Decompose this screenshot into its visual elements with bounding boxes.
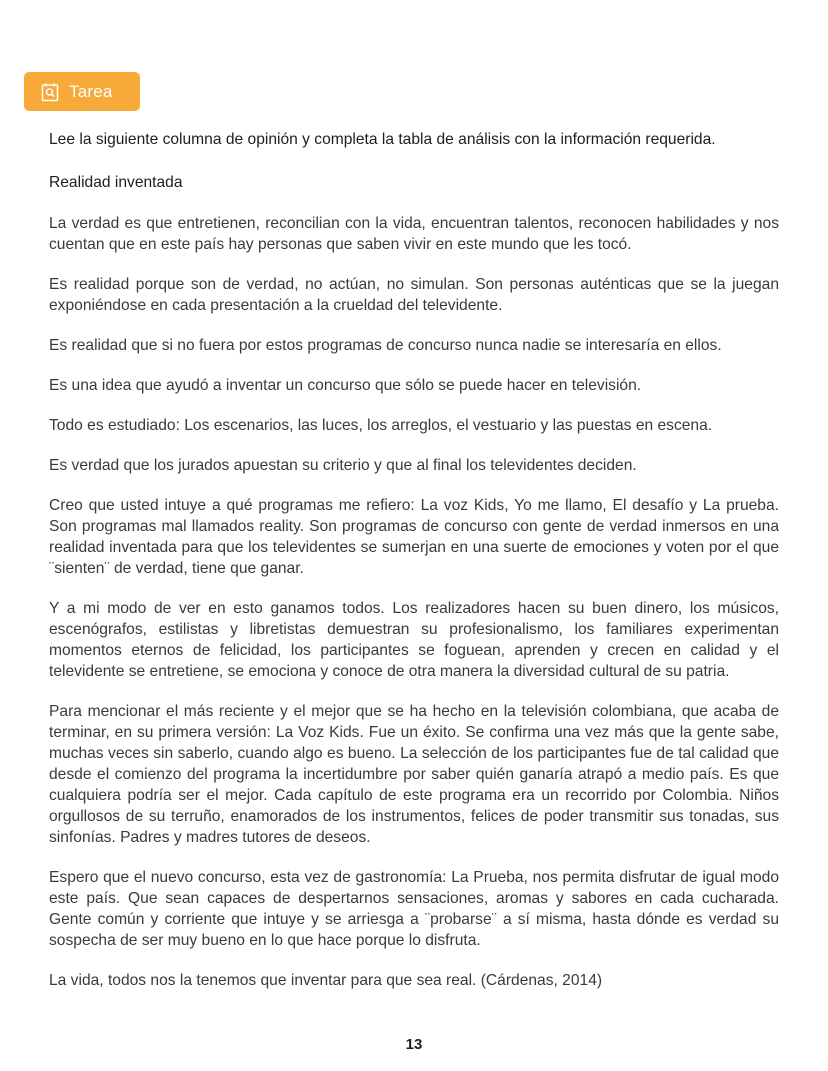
paragraph: La vida, todos nos la tenemos que inventar para que sea real. (Cárdenas, 2014) — [49, 972, 603, 989]
paragraph: Es verdad que los jurados apuestan su criterio y que al final los televidentes deciden. — [49, 457, 637, 474]
paragraph: La verdad es que entretienen, reconcilian con la vida, encuentran talentos, reconocen habilidades y nos cuentan que en este país hay personas que saben vivir en este mundo que les tocó. — [49, 215, 779, 253]
tarea-badge — [24, 72, 140, 111]
paragraph: Para mencionar el más reciente y el mejor que se ha hecho en la televisión colombiana, que acaba de terminar, en su primera versión: La Voz Kids. Fue un éxito. Se confirma una vez más que la gente sabe, muchas veces sin saberlo, cuando algo es bueno. La selección de los participantes fue de tal calidad que desde el comienzo del programa la incertidumbre por saber quién ganaría atrapó a medio país. Es que cualquiera podría ser el mejor. Cada capítulo de este programa era un recorrido por Colombia. Niños orgullosos de su terruño, enamorados de los instrumentos, felices de poder transmitir sus tonadas, sus sinfonías. Padres y madres tutores de deseos. — [49, 703, 779, 846]
search-document-icon — [40, 82, 60, 102]
paragraph: Es una idea que ayudó a inventar un concurso que sólo se puede hacer en televisión. — [49, 377, 642, 394]
paragraph: Espero que el nuevo concurso, esta vez de gastronomía: La Prueba, nos permita disfrutar de igual modo este país. Que sean capaces de despertarnos sensaciones, aromas y sabores en cada cucharada. Gente común y corriente que intuye y se arriesga a ¨probarse¨ a sí misma, hasta dónde es verdad su sospecha de ser muy bueno en lo que hace porque lo disfruta. — [49, 869, 779, 949]
paragraph: Creo que usted intuye a qué programas me refiero: La voz Kids, Yo me llamo, El desafío y La prueba. Son programas mal llamados reality. Son programas de concurso con gente de verdad inmersos en una realidad inventada para que los televidentes se sumerjan en una suerte de emociones y voten por el que ¨sienten¨ de verdad, tiene que ganar. — [49, 497, 779, 577]
paragraph: Todo es estudiado: Los escenarios, las luces, los arreglos, el vestuario y las puestas en escena. — [49, 417, 713, 434]
paragraph: Es realidad que si no fuera por estos programas de concurso nunca nadie se interesaría en ellos. — [49, 337, 722, 354]
page-number: 13 — [405, 1036, 423, 1053]
article-title: Realidad inventada — [49, 174, 183, 191]
document-body — [49, 128, 779, 991]
tarea-label: Tarea — [69, 81, 113, 101]
instruction-text: Lee la siguiente columna de opinión y completa la tabla de análisis con la información requerida. — [49, 131, 716, 148]
paragraph: Es realidad porque son de verdad, no actúan, no simulan. Son personas auténticas que se la juegan exponiéndose en cada presentación a la crueldad del televidente. — [49, 276, 779, 314]
paragraph: Y a mi modo de ver en esto ganamos todos. Los realizadores hacen su buen dinero, los músicos, escenógrafos, estilistas y libretistas demuestran su profesionalismo, los familiares experimentan momentos eternos de felicidad, los participantes se foguean, aprenden y crecen en calidad y el televidente se entretiene, se emociona y conoce de otra manera la diversidad cultural de su patria. — [49, 600, 779, 680]
